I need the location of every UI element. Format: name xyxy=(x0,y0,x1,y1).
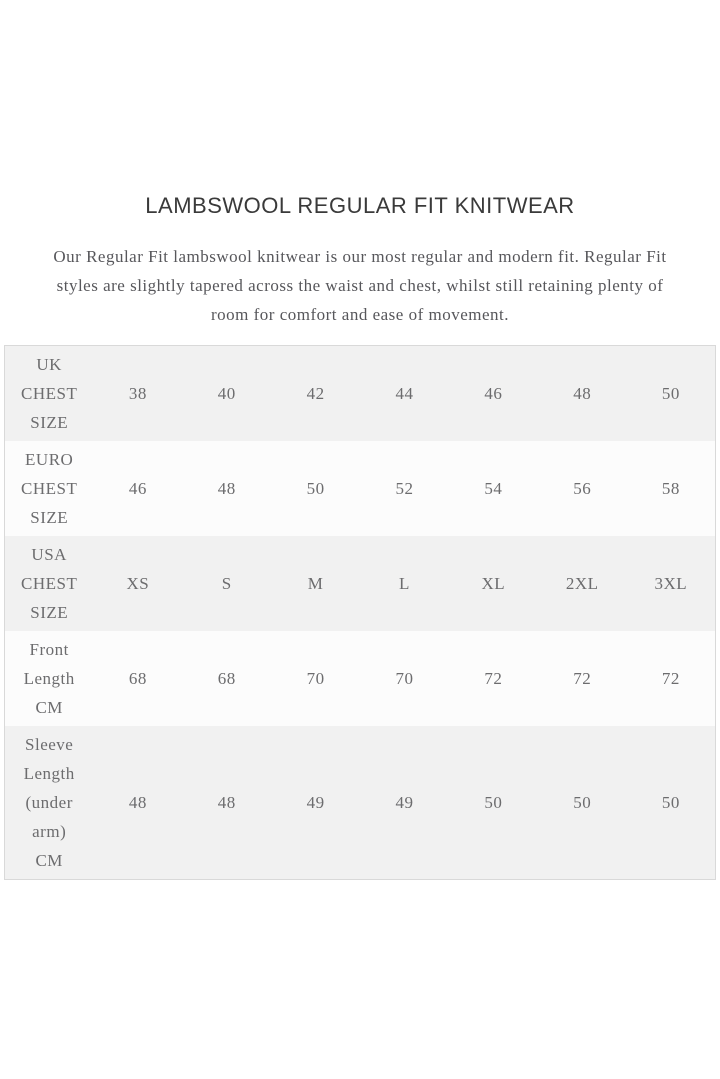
row-label-text: EURO CHEST SIZE xyxy=(21,450,78,527)
size-value-cell: XL xyxy=(481,574,506,593)
row-label-text: USA CHEST SIZE xyxy=(21,545,78,622)
size-value-cell: 68 xyxy=(128,669,147,688)
size-value-cell: 46 xyxy=(484,384,503,403)
size-value-cell: XS xyxy=(126,574,150,593)
size-value-cell: 48 xyxy=(217,793,236,812)
size-value-cell: 50 xyxy=(484,793,503,812)
row-label-cell xyxy=(5,441,94,536)
page-title: LAMBSWOOL REGULAR FIT KNITWEAR xyxy=(145,193,575,218)
size-value-cell: 40 xyxy=(217,384,236,403)
size-value-cell: 49 xyxy=(395,793,414,812)
table-row xyxy=(5,631,716,726)
description-line: styles are slightly tapered across the waist and chest, whilst still retaining plenty of xyxy=(56,276,664,295)
table-row xyxy=(5,441,716,536)
size-value-cell: 52 xyxy=(395,479,414,498)
size-chart-body xyxy=(5,346,716,880)
size-value-cell: 48 xyxy=(573,384,592,403)
size-value-cell: 48 xyxy=(128,793,147,812)
description-line: room for comfort and ease of movement. xyxy=(211,305,509,324)
row-label-text: Front Length CM xyxy=(23,640,75,717)
size-value-cell: 70 xyxy=(395,669,414,688)
size-value-cell: 49 xyxy=(306,793,325,812)
size-value-cell: 46 xyxy=(128,479,147,498)
size-value-cell: 68 xyxy=(217,669,236,688)
size-value-cell: 72 xyxy=(573,669,592,688)
size-value-cell: 50 xyxy=(306,479,325,498)
size-value-cell: M xyxy=(307,574,324,593)
size-value-cell: 58 xyxy=(661,479,680,498)
page-description xyxy=(0,242,720,329)
size-chart-table xyxy=(4,345,716,880)
size-value-cell: L xyxy=(398,574,410,593)
size-value-cell: 72 xyxy=(484,669,503,688)
table-row xyxy=(5,536,716,631)
size-value-cell: 48 xyxy=(217,479,236,498)
row-label-text: Sleeve Length (under arm) CM xyxy=(23,735,75,870)
table-row xyxy=(5,346,716,442)
size-value-cell: 72 xyxy=(661,669,680,688)
row-label-text: UK CHEST SIZE xyxy=(21,355,78,432)
size-value-cell: 54 xyxy=(484,479,503,498)
size-value-cell: 3XL xyxy=(654,574,688,593)
size-value-cell: 2XL xyxy=(565,574,599,593)
size-value-cell: 50 xyxy=(661,793,680,812)
row-label-cell xyxy=(5,346,94,442)
size-value-cell: 50 xyxy=(661,384,680,403)
size-value-cell: 50 xyxy=(573,793,592,812)
size-value-cell: 42 xyxy=(306,384,325,403)
row-label-cell xyxy=(5,536,94,631)
size-value-cell: 56 xyxy=(573,479,592,498)
table-row xyxy=(5,726,716,880)
size-value-cell: 70 xyxy=(306,669,325,688)
row-label-cell xyxy=(5,631,94,726)
size-value-cell: 38 xyxy=(128,384,147,403)
description-line: Our Regular Fit lambswool knitwear is our most regular and modern fit. Regular Fit xyxy=(53,247,667,266)
size-value-cell: 44 xyxy=(395,384,414,403)
size-value-cell: S xyxy=(221,574,232,593)
row-label-cell xyxy=(5,726,94,880)
